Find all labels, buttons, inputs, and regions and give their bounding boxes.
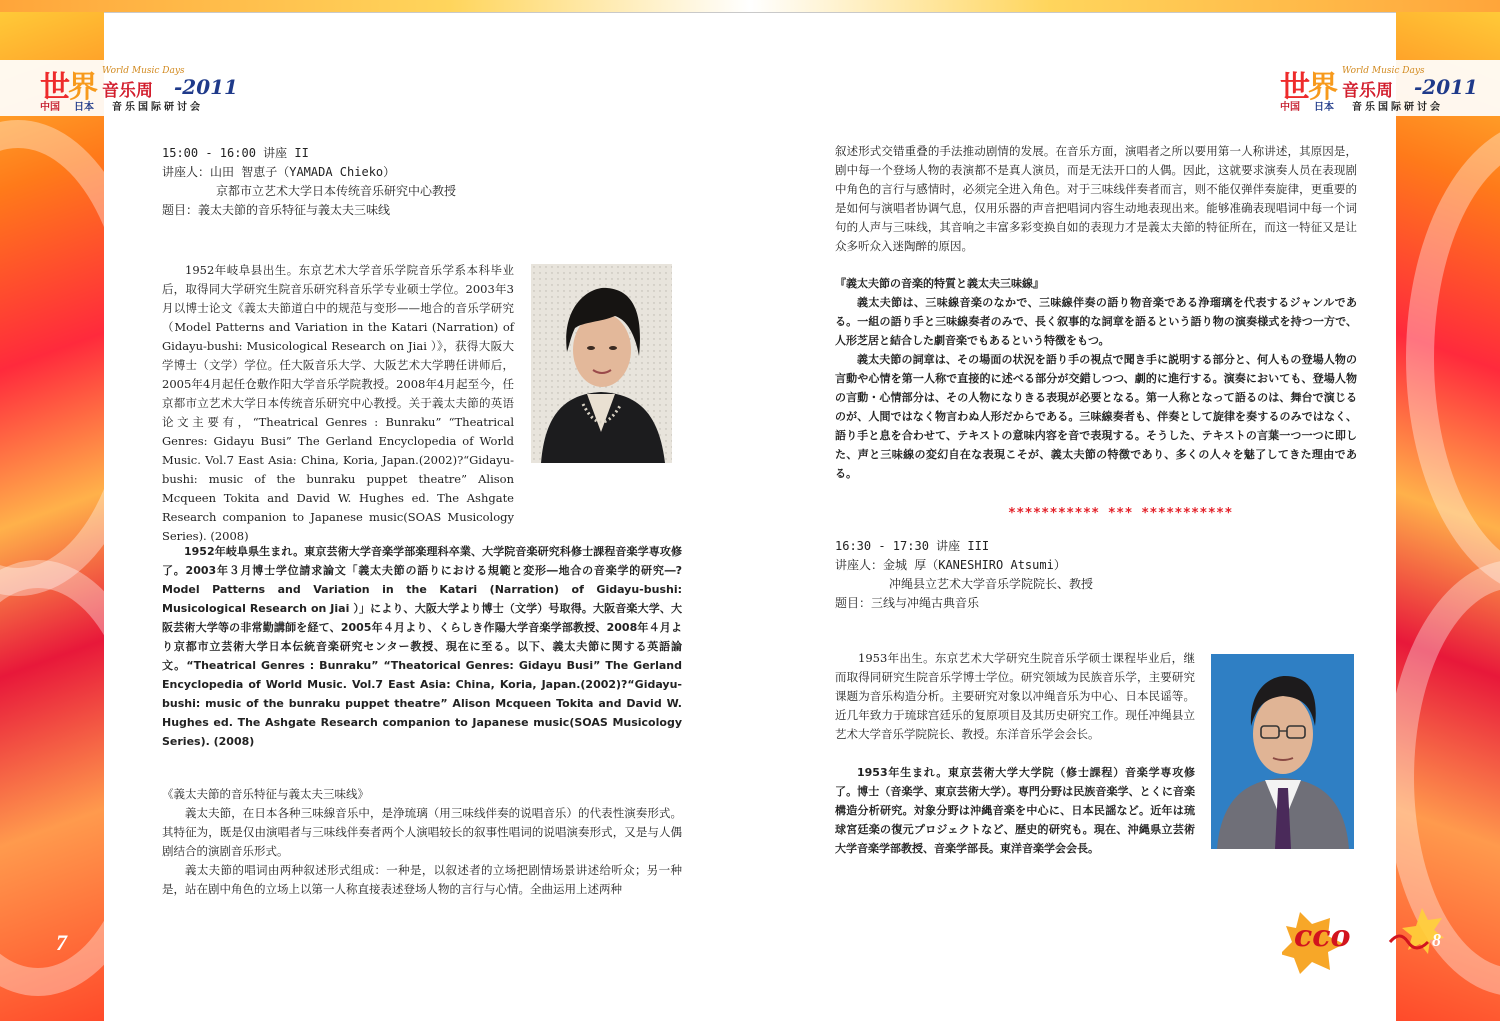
essay-japanese <box>835 274 1357 483</box>
logo-japan: 日本 <box>1314 102 1334 113</box>
logo-china: 中国 <box>40 102 60 113</box>
swirl-shape <box>1406 120 1500 596</box>
logo-music-week: 音乐周 <box>102 81 153 101</box>
essay-chinese <box>162 785 682 899</box>
portrait-kaneshiro <box>1211 654 1354 849</box>
lecture-3-header <box>835 537 1357 613</box>
logo-japan: 日本 <box>74 102 94 113</box>
left-decorative-border <box>0 0 104 1021</box>
lecture-topic: 题目：三线与冲绳古典音乐 <box>835 596 980 610</box>
essay-title: 《義太夫節的音乐特征与義太夫三味线》 <box>162 787 369 801</box>
logo-world-music-days: World Music Days <box>1342 66 1425 76</box>
top-divider <box>104 12 1396 13</box>
cco-logo <box>1282 902 1452 976</box>
section-divider: *********** *** *********** <box>1008 506 1233 521</box>
bio-chinese <box>162 261 514 546</box>
lecture-time: 15:00 - 16:00 讲座 II <box>162 146 309 160</box>
logo-char-1: 世 <box>1280 70 1308 105</box>
lecturer-name: 讲座人：山田 智恵子（YAMADA Chieko） <box>162 165 396 179</box>
lecturer-affiliation: 冲绳县立艺术大学音乐学院院长、教授 <box>889 577 1094 591</box>
page-number-left: 7 <box>56 930 67 955</box>
bio-japanese-text: 1952年岐阜県生まれ。東京芸術大学音楽学部楽理科卒業、大学院音楽研究科修士課程音楽学専攻修了。2003年３月博士学位請求論文「義太夫節の語りにおける規範と変形―地合の音楽学的研究―?Model Patterns and Variation in the Katari (Narration) of Gidayu-bushi: Musicological Research on Jiai ）」により、大阪大学より博士（文学）号取得。大阪音楽大学、大阪芸術大学等の非常勤講師を経て、2005年４月より、くらしき作陽大学音楽学部教授、2008年４月より京都市立芸術大学日本伝統音楽研究センター教授、現在に至る。以下、義太夫節に関する英語論文。“Theatrical Genres : Bunraku” “Theatorical Genres: Gidayu Busi” The Gerland Encyclopedia of World Music. Vol.7 East Asia: China, Koria, Japan.(2002)?“Gidayu-bushi: music of the bunraku puppet theatre” Alison Mcqueen Tokita and David W. Hughes ed. The Ashgate Research companion to Japanese music(SOAS Musicology Series). (2008) <box>162 545 682 748</box>
portrait-yamada <box>531 264 672 463</box>
bio-chinese-text: 1953年出生。东京艺术大学研究生院音乐学硕士课程毕业后，继而取得同研究生院音乐学博士学位。研究领域为民族音乐学，主要研究课题为音乐构造分析。主要研究对象以冲绳音乐为中心、日本民谣等。近几年致力于琉球宫廷乐的复原项目及其历史研究工作。现任冲绳县立艺术大学音乐学院院长、教授。东洋音乐学会会长。 <box>835 651 1195 741</box>
bio-chinese-text: 1952年岐阜县出生。东京艺术大学音乐学院音乐学系本科毕业后，取得同大学研究生院音乐研究科音乐学专业硕士学位。2003年3月以博士论文《義太夫節道白中的规范与变形——地合的音乐学研究（Model Patterns and Variation in the Katari (Narration) of Gidayu-bushi: Musicological Research on Jiai ）》，获得大阪大学博士（文学）学位。任大阪音乐大学、大阪艺术大学聘任讲师后，2005年4月起任仓敷作阳大学音乐学院教授。2008年4月起至今，任京都市立艺术大学日本传统音乐研究中心教授。关于義太夫節的英语论文主要有，“Theatrical Genres : Bunraku” “Theatrical Genres: Gidayu Busi” The Gerland Encyclopedia of World Music. Vol.7 East Asia: China, Koria, Japan.(2002)?“Gidayu-bushi: music of the bunraku puppet theatre” Alison Mcqueen Tokita and David W. Hughes ed. The Ashgate Research companion to Japanese music(SOAS Musicology Series). (2008) <box>162 263 514 543</box>
essay-chinese-continued <box>835 142 1357 256</box>
logo-china: 中国 <box>1280 102 1300 113</box>
logo-subtitle: 音乐国际研讨会 <box>112 102 203 113</box>
logo-year: -2011 <box>1414 75 1478 99</box>
bio-chinese-kaneshiro <box>835 649 1195 744</box>
portrait-kaneshiro-image <box>1211 654 1354 849</box>
bio-japanese-kaneshiro <box>835 763 1195 858</box>
right-decorative-border <box>1396 0 1500 1021</box>
lecture-time: 16:30 - 17:30 讲座 III <box>835 539 990 553</box>
page-number-right: 8 <box>1432 930 1441 950</box>
lecture-2-header <box>162 144 682 220</box>
jp-essay-paragraph-2: 義太夫節の詞章は、その場面の状況を語り手の視点で聞き手に説明する部分と、何人もの登場人物の言動や心情を第一人称で直接的に述べる部分が交錯しつつ、劇的に進行する。演奏においても、登場人物の言動・心情部分は、その人物になりきる表現が必要となる。第一人称となって語るのは、舞台で演じるのが、人間ではなく物言わぬ人形だからである。三味線奏者も、伴奏として旋律を奏するのみではなく、語り手と息を合わせて、テキストの意味内容を音で表現する。そうした、テキストの言葉一つ一つに即した、声と三味線の変幻自在な表現こそが、義太夫節の特徴であり、多くの人々を魅了してきた理由である。 <box>835 353 1357 480</box>
portrait-yamada-image <box>531 264 672 463</box>
essay-paragraph-1: 義太夫節，在日本各种三味線音乐中，是浄琉璃（用三味线伴奏的说唱音乐）的代表性演奏形式。其特征为，既是仅由演唱者与三味线伴奏者两个人演唱较长的叙事性唱词的说唱演奏形式，又是与人偶剧结合的演剧音乐形式。 <box>162 806 682 858</box>
lecture-topic: 题目：義太夫節的音乐特征与義太夫三味线 <box>162 203 391 217</box>
lecturer-affiliation: 京都市立艺术大学日本传统音乐研究中心教授 <box>216 184 457 198</box>
essay-paragraph-2: 義太夫節的唱词由两种叙述形式组成：一种是，以叙述者的立场把剧情场景讲述给听众；另一种是，站在剧中角色的立场上以第一人称直接表述登场人物的言行与心情。全曲运用上述两种 <box>162 863 682 896</box>
bio-japanese-text: 1953年生まれ。東京芸術大学大学院（修士課程）音楽学専攻修了。博士（音楽学、東京芸術大学）。専門分野は民族音楽学、とくに音楽構造分析研究。対象分野は沖縄音楽を中心に、日本民謡など。近年は琉球宮廷楽の復元プロジェクトなど、歴史的研究も。現在、沖縄県立芸術大学音楽学部教授、音楽学部長。東洋音楽学会会長。 <box>835 766 1195 855</box>
bio-japanese <box>162 542 682 751</box>
swirl-shape <box>0 560 104 996</box>
lecturer-name: 讲座人：金城 厚（KANESHIRO Atsumi） <box>835 558 1066 572</box>
logo-char-2: 界 <box>1308 70 1336 105</box>
swirl-shape <box>0 120 104 596</box>
cco-logo-text: cco <box>1294 919 1351 954</box>
world-music-days-logo-left <box>40 62 240 118</box>
logo-world-music-days: World Music Days <box>102 66 185 76</box>
top-color-bar <box>0 0 1500 12</box>
logo-music-week: 音乐周 <box>1342 81 1393 101</box>
essay-continued-text: 叙述形式交错重叠的手法推动剧情的发展。在音乐方面，演唱者之所以要用第一人称讲述，其原因是，剧中每一个登场人物的表演都不是真人演员，而是无法开口的人偶。因此，这就要求演奏人员在表现剧中角色的言行与感情时，必须完全进入角色。对于三味线伴奏者而言，则不能仅弹伴奏旋律，更重要的是如何与演唱者协调气息，仅用乐器的声音把唱词内容生动地表现出来。能够准确表现唱词中每一个词句的人声与三味线，其音响之丰富多彩变换自如的表现力才是義太夫節的特征所在，而这一特征又是让众多听众入迷陶醉的原因。 <box>835 144 1357 253</box>
logo-char-1: 世 <box>40 70 68 105</box>
world-music-days-logo-right <box>1280 62 1480 118</box>
jp-essay-title: 『義太夫節の音楽的特質と義太夫三味線』 <box>835 277 1044 290</box>
logo-subtitle: 音乐国际研讨会 <box>1352 102 1443 113</box>
cco-logo-image <box>1282 902 1452 976</box>
logo-char-2: 界 <box>68 70 96 105</box>
jp-essay-paragraph-1: 義太夫節は、三味線音楽のなかで、三味線伴奏の語り物音楽である浄瑠璃を代表するジャンルである。一組の語り手と三味線奏者のみで、長く叙事的な詞章を語るという語り物の演奏様式を持つ一方で、人形芝居と結合した劇音楽でもあるという特徴をもつ。 <box>835 296 1357 347</box>
logo-year: -2011 <box>174 75 238 99</box>
